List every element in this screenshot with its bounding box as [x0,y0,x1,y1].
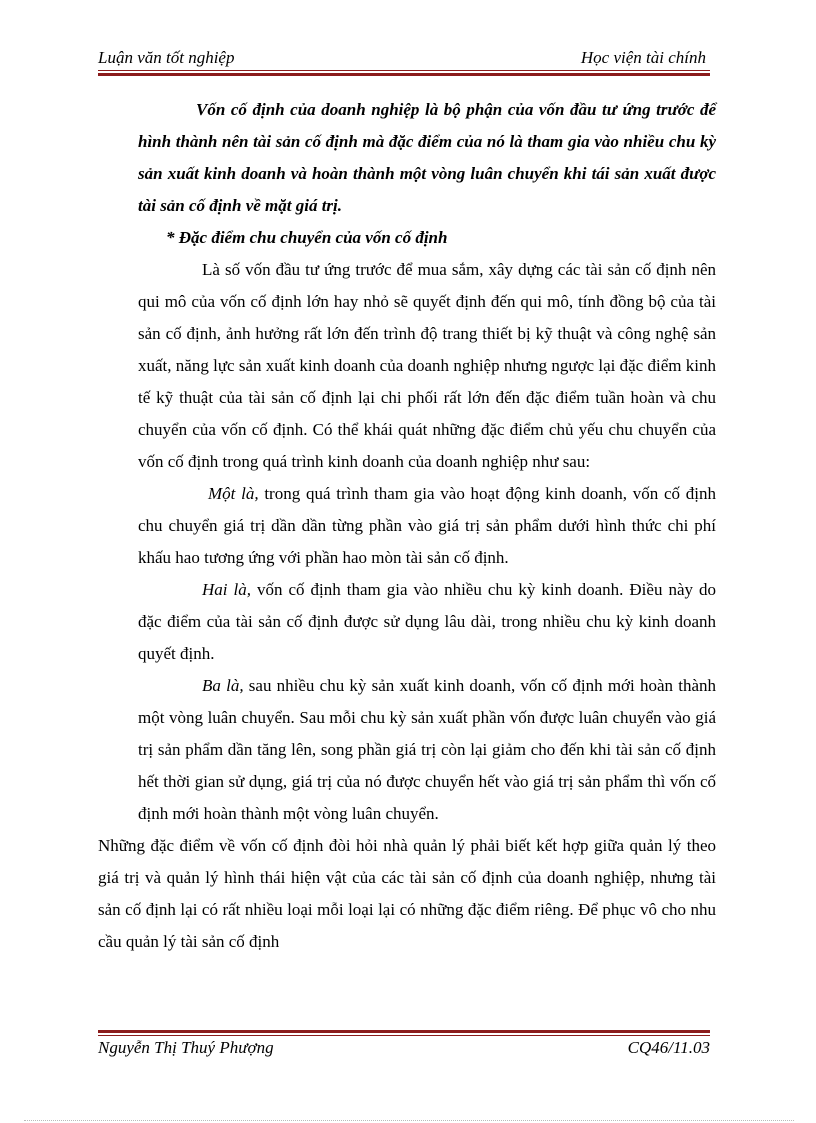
page-header [98,46,710,70]
intro-bold-paragraph: Vốn cố định của doanh nghiệp là bộ phận của vốn đầu tư ứng trước để hình thành nên tài sản cố định mà đặc điểm của nó là tham gia vào nhiều chu kỳ sản xuất kinh doanh và hoàn thành một vòng luân chuyển khi tái sản xuất được tài sản cố định về mặt giá trị. [138,100,716,215]
footer-rule-thick [98,1030,710,1033]
point-two-text: vốn cố định tham gia vào nhiều chu kỳ kinh doanh. Điều này do đặc điểm của tài sản cố định được sử dụng lâu dài, trong nhiều chu kỳ kinh doanh quyết định. [138,580,716,663]
point-one-lead: Một là, [208,484,259,503]
point-two-lead: Hai là, [202,580,251,599]
footer-rule-thin [98,1035,710,1036]
header-rule-thick [98,73,710,76]
paragraph-point-two [138,574,716,670]
header-thesis-label: Luận văn tốt nghiệp [98,48,235,67]
paragraph-point-one [138,478,716,574]
page-footer [98,1038,710,1062]
footer-author-name: Nguyễn Thị Thuý Phượng [98,1038,274,1057]
point-one-text: trong quá trình tham gia vào hoạt động kinh doanh, vốn cố định chu chuyển giá trị dần dần từng phần vào giá trị sản phẩm dưới hình thức chi phí khấu hao tương ứng với phần hao mòn tài sản cố định. [138,484,716,567]
paragraph-overview: Là số vốn đầu tư ứng trước để mua sắm, xây dựng các tài sản cố định nên qui mô của vốn cố định lớn hay nhỏ sẽ quyết định đến qui mô, tính đồng bộ của tài sản cố định, ảnh hưởng rất lớn đến trình độ trang thiết bị kỹ thuật và công nghệ sản xuất, năng lực sản xuất kinh doanh của doanh nghiệp nhưng ngược lại đặc điểm kinh tế kỹ thuật của tài sản cố định lại chi phối rất lớn đến đặc điểm tuần hoàn và chu chuyển của vốn cố định. Có thể khái quát những đặc điểm chủ yếu chu chuyển của vốn cố định trong quá trình kinh doanh của doanh nghiệp như sau: [138,260,716,471]
point-three-lead: Ba là, [202,676,244,695]
page-body [98,94,716,958]
header-institution-label: Học viện tài chính [580,48,706,67]
point-three-text: sau nhiều chu kỳ sản xuất kinh doanh, vốn cố định mới hoàn thành một vòng luân chuyển. Sau mỗi chu kỳ sản xuất phần vốn được luân chuyển vào giá trị sản phẩm dần tăng lên, song phần giá trị còn lại giảm cho đến khi tài sản cố định hết thời gian sử dụng, giá trị của nó được chuyển hết vào giá trị sản phẩm thì vốn cố định mới hoàn thành một vòng luân chuyển. [138,676,716,823]
header-rule-thin [98,70,710,71]
page-bottom-dotted-line [24,1120,794,1121]
paragraph-point-three [138,670,716,830]
footer-class-code: CQ46/11.03 [627,1038,710,1057]
section-subheading: * Đặc điểm chu chuyển của vốn cố định [166,228,448,247]
paragraph-conclusion: Những đặc điểm về vốn cố định đòi hỏi nhà quản lý phải biết kết hợp giữa quản lý theo giá trị và quản lý hình thái hiện vật của các tài sản cố định của doanh nghiệp, nhưng tài sản cố định lại có rất nhiều loại mỗi loại lại có những đặc điểm riêng. Để phục vô cho nhu cầu quản lý tài sản cố định [98,836,716,951]
